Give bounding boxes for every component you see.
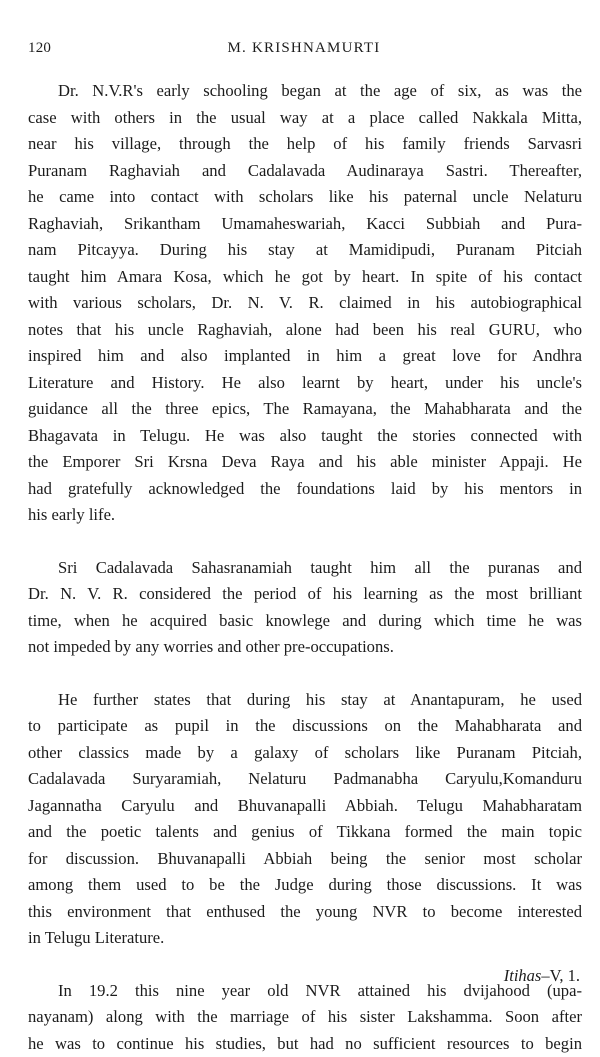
text-line: the Emporer Sri Krsna Deva Raya and his able minister Appaji. He (28, 449, 582, 476)
text-line: Literature and History. He also learnt by heart, under his uncle's (28, 370, 582, 397)
paragraph-sahasranamiah (28, 555, 582, 661)
text-line: case with others in the usual way at a place called Nakkala Mitta, (28, 105, 582, 132)
paragraph-anantapuram (28, 687, 582, 952)
text-line: guidance all the three epics, The Ramayana, the Mahabharata and the (28, 396, 582, 423)
text-line: inspired him and also implanted in him a great love for Andhra (28, 343, 582, 370)
running-head: M. KRISHNAMURTI (28, 40, 580, 57)
text-line: had gratefully acknowledged the foundations laid by his mentors in (28, 476, 582, 503)
paragraph-gap (28, 529, 582, 555)
text-line: nayanam) along with the marriage of his sister Lakshamma. Soon after (28, 1004, 582, 1031)
text-line: Dr. N.V.R's early schooling began at the age of six, as was the (28, 78, 582, 105)
page-header (28, 40, 580, 64)
text-line: Dr. N. V. R. considered the period of his learning as the most brilliant (28, 581, 582, 608)
text-line: taught him Amara Kosa, which he got by heart. In spite of his contact (28, 264, 582, 291)
text-line: this environment that enthused the young NVR to become interested (28, 899, 582, 926)
text-line: he came into contact with scholars like his paternal uncle Nelaturu (28, 184, 582, 211)
text-line: he was to continue his studies, but had no sufficient resources to begin (28, 1031, 582, 1057)
text-line: other classics made by a galaxy of scholars like Puranam Pitciah, (28, 740, 582, 767)
paragraph-gap (28, 661, 582, 687)
text-line: Puranam Raghaviah and Cadalavada Audinaraya Sastri. Thereafter, (28, 158, 582, 185)
page-number: 120 (28, 40, 51, 57)
text-line: time, when he acquired basic knowlege and during which time he was (28, 608, 582, 635)
text-line: and the poetic talents and genius of Tikkana formed the main topic (28, 819, 582, 846)
text-line: with various scholars, Dr. N. V. R. claimed in his autobiographical (28, 290, 582, 317)
text-line: his early life. (28, 502, 582, 529)
text-line: for discussion. Bhuvanapalli Abbiah being the senior most scholar (28, 846, 582, 873)
text-line: Bhagavata in Telugu. He was also taught the stories connected with (28, 423, 582, 450)
text-line: Jagannatha Caryulu and Bhuvanapalli Abbiah. Telugu Mahabharatam (28, 793, 582, 820)
body-text (28, 78, 582, 1057)
text-line: notes that his uncle Raghaviah, alone had been his real GURU, who (28, 317, 582, 344)
journal-name: Itihas (504, 966, 542, 985)
page-footer (504, 966, 580, 986)
text-line: to participate as pupil in the discussions on the Mahabharata and (28, 713, 582, 740)
journal-issue: –V, 1. (541, 966, 580, 985)
text-line: among them used to be the Judge during those discussions. It was (28, 872, 582, 899)
paragraph-gap (28, 952, 582, 978)
text-line: Cadalavada Suryaramiah, Nelaturu Padmanabha Caryulu,Komanduru (28, 766, 582, 793)
text-line: Raghaviah, Srikantham Umamaheswariah, Kacci Subbiah and Pura- (28, 211, 582, 238)
text-line: nam Pitcayya. During his stay at Mamidipudi, Puranam Pitciah (28, 237, 582, 264)
text-line: not impeded by any worries and other pre-occupations. (28, 634, 582, 661)
text-line: in Telugu Literature. (28, 925, 582, 952)
text-line: Sri Cadalavada Sahasranamiah taught him all the puranas and (28, 555, 582, 582)
text-line: He further states that during his stay at Anantapuram, he used (28, 687, 582, 714)
paragraph-early-schooling (28, 78, 582, 529)
text-line: near his village, through the help of his family friends Sarvasri (28, 131, 582, 158)
paragraph-upanayanam (28, 978, 582, 1057)
text-line: In 19.2 this nine year old NVR attained his dvijahood (upa- (28, 978, 582, 1005)
